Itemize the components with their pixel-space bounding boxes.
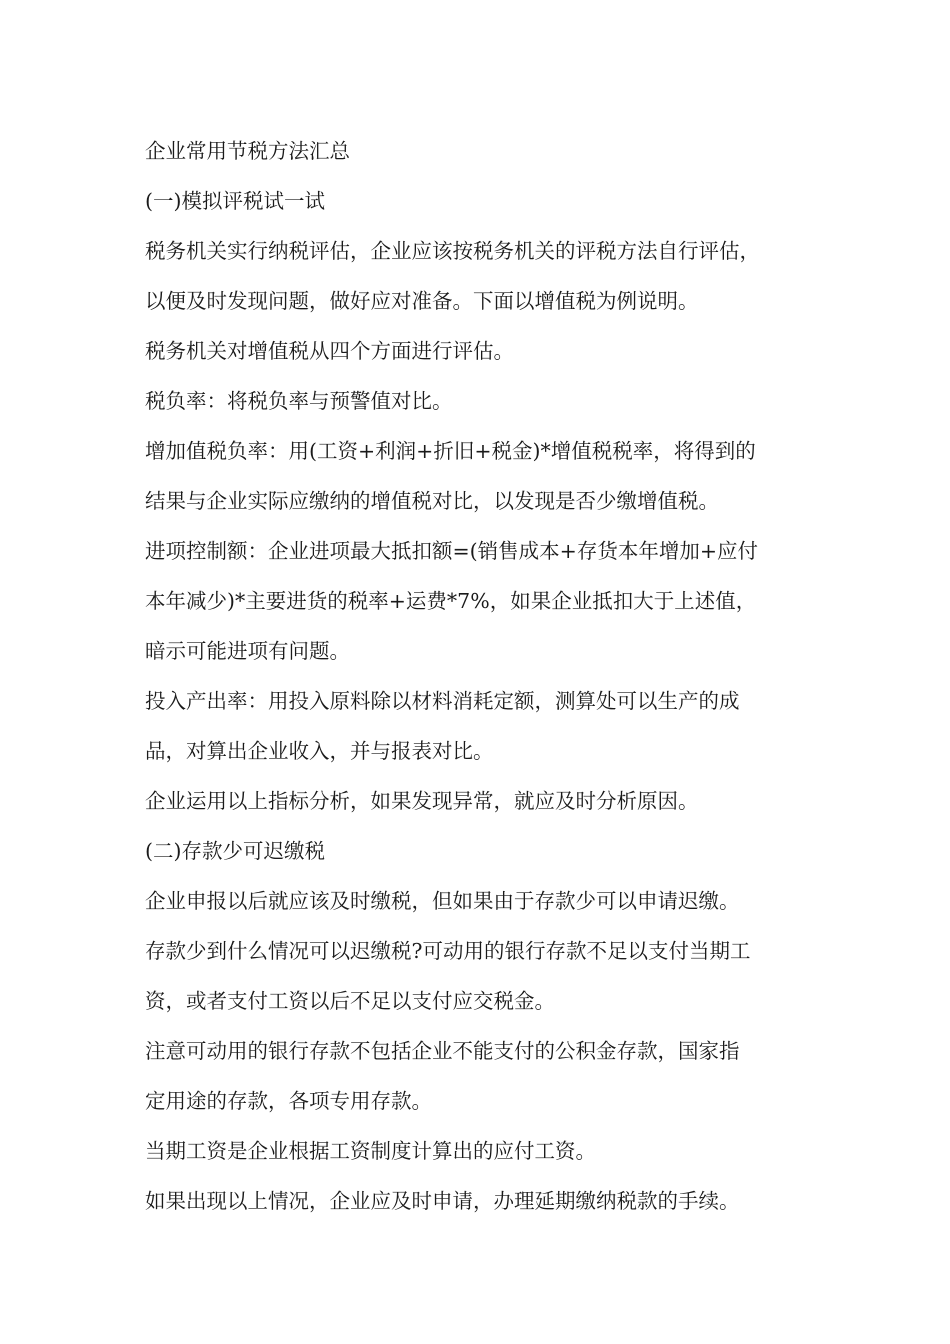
paragraph-line: 税务机关对增值税从四个方面进行评估。: [145, 339, 514, 363]
paragraph-line: 增加值税负率：用(工资+利润+折旧+税金)*增值税税率，将得到的: [145, 439, 756, 463]
paragraph-line: 税务机关实行纳税评估，企业应该按税务机关的评税方法自行评估，: [145, 239, 760, 263]
paragraph-line: 企业运用以上指标分析，如果发现异常，就应及时分析原因。: [145, 789, 699, 813]
paragraph-line: 本年减少)*主要进货的税率+运费*7%，如果企业抵扣大于上述值，: [145, 589, 757, 613]
paragraph-line: 定用途的存款，各项专用存款。: [145, 1089, 432, 1113]
paragraph-line: 资，或者支付工资以后不足以支付应交税金。: [145, 989, 555, 1013]
paragraph-line: 存款少到什么情况可以迟缴税?可动用的银行存款不足以支付当期工: [145, 939, 751, 963]
paragraph-line: 进项控制额：企业进项最大抵扣额=(销售成本+存货本年增加+应付: [145, 539, 759, 563]
section-heading-2: (二)存款少可迟缴税: [145, 839, 325, 863]
paragraph-line: 企业申报以后就应该及时缴税，但如果由于存款少可以申请迟缴。: [145, 889, 740, 913]
paragraph-line: 如果出现以上情况，企业应及时申请，办理延期缴纳税款的手续。: [145, 1189, 740, 1213]
paragraph-line: 税负率：将税负率与预警值对比。: [145, 389, 453, 413]
paragraph-line: 注意可动用的银行存款不包括企业不能支付的公积金存款，国家指: [145, 1039, 740, 1063]
paragraph-line: 结果与企业实际应缴纳的增值税对比，以发现是否少缴增值税。: [145, 489, 719, 513]
section-heading-1: (一)模拟评税试一试: [145, 189, 325, 213]
paragraph-line: 当期工资是企业根据工资制度计算出的应付工资。: [145, 1139, 596, 1163]
document-title: 企业常用节税方法汇总: [145, 139, 350, 163]
paragraph-line: 以便及时发现问题，做好应对准备。下面以增值税为例说明。: [145, 289, 699, 313]
paragraph-line: 暗示可能进项有问题。: [145, 639, 350, 663]
paragraph-line: 品，对算出企业收入，并与报表对比。: [145, 739, 494, 763]
document-body: [145, 133, 810, 1233]
paragraph-line: 投入产出率：用投入原料除以材料消耗定额，测算处可以生产的成: [145, 689, 740, 713]
